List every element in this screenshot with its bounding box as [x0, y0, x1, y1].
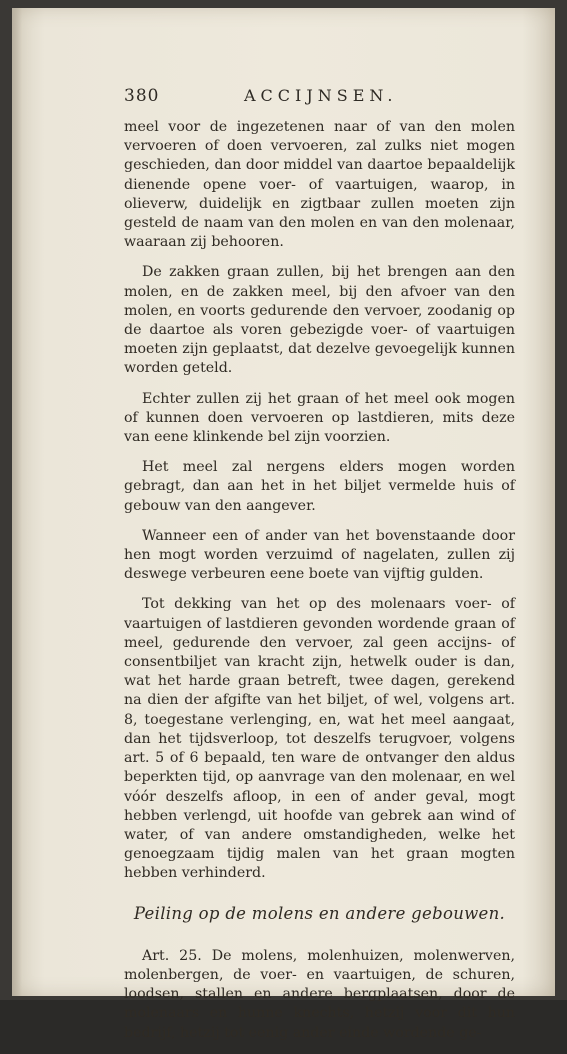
- paragraph-6: Tot dekking van het op des molenaars voer- of vaartuigen of lastdieren gevonden wordende graan of meel, gedurende den vervoer, zal geen accijns- of consentbiljet van kracht zijn, hetwelk ouder is dan, wat het harde graan betreft, twee dagen, gerekend na dien der afgifte van het biljet, of wel, volgens art. 8, toegestane verlenging, en, wat het meel aangaat, dan het tijdsverloop, tot deszelfs terugvoer, volgens art. 5 of 6 bepaald, ten ware de ontvanger den aldus beperkten tijd, op aanvrage van den molenaar, en wel vóór deszelfs afloop, in een of ander geval, mogt hebben verlengd, uit hoofde van gebrek aan wind of water, of van andere omstandigheden, welke het genoegzaam tijdig malen van het graan mogten hebben verhinderd.: [124, 596, 515, 882]
- section-heading: Peiling op de molens en andere gebouwen.: [133, 903, 506, 923]
- page-header: [124, 86, 514, 108]
- running-title: ACCIJNSEN.: [244, 86, 398, 105]
- page-number: 380: [124, 86, 160, 106]
- paragraph-2: De zakken graan zullen, bij het brengen aan den molen, en de zakken meel, bij den afvoer van den molen, en voorts gedurende den vervoer, zoodanig op de daartoe als voren gebezigde voer- of vaartuigen moeten zijn geplaatst, dat dezelve gevoegelijk kunnen worden geteld.: [124, 264, 515, 377]
- paragraph-5: Wanneer een of ander van het bovenstaande door hen mogt worden verzuimd of nagelaten, zullen zij deswege verbeuren eene boete van vijftig gulden.: [124, 527, 515, 583]
- paragraph-1: meel voor de ingezetenen naar of van den molen vervoeren of doen vervoeren, zal zulks niet mogen geschieden, dan door middel van daartoe bepaaldelijk dienende opene voer- of vaartuigen, waarop, in olieverw, duidelijk en zigtbaar zullen moeten zijn gesteld de naam van den molen en van den molenaar, waaraan zij behooren.: [124, 119, 515, 251]
- body-text: [124, 118, 515, 1054]
- paragraph-3: Echter zullen zij het graan of het meel ook mogen of kunnen doen vervoeren op lastdieren, mits deze van eene klinkende bel zijn voorzien.: [124, 390, 515, 446]
- page-gutter: [12, 8, 22, 996]
- article-25-paragraph: Art. 25. De molens, molenhuizen, molenwerven, molenbergen, de voer- en vaartuigen, de schuren, loodsen, stallen en andere bergplaatsen, door de molenaars en hunne knechts, hetzij voor dit hun bedrijf, hetzij tot eenig ander einde wordende ge-: [124, 947, 515, 1041]
- paragraph-4: Het meel zal nergens elders mogen worden gebragt, dan aan het in het biljet vermelde huis of gebouw van den aangever.: [124, 459, 515, 514]
